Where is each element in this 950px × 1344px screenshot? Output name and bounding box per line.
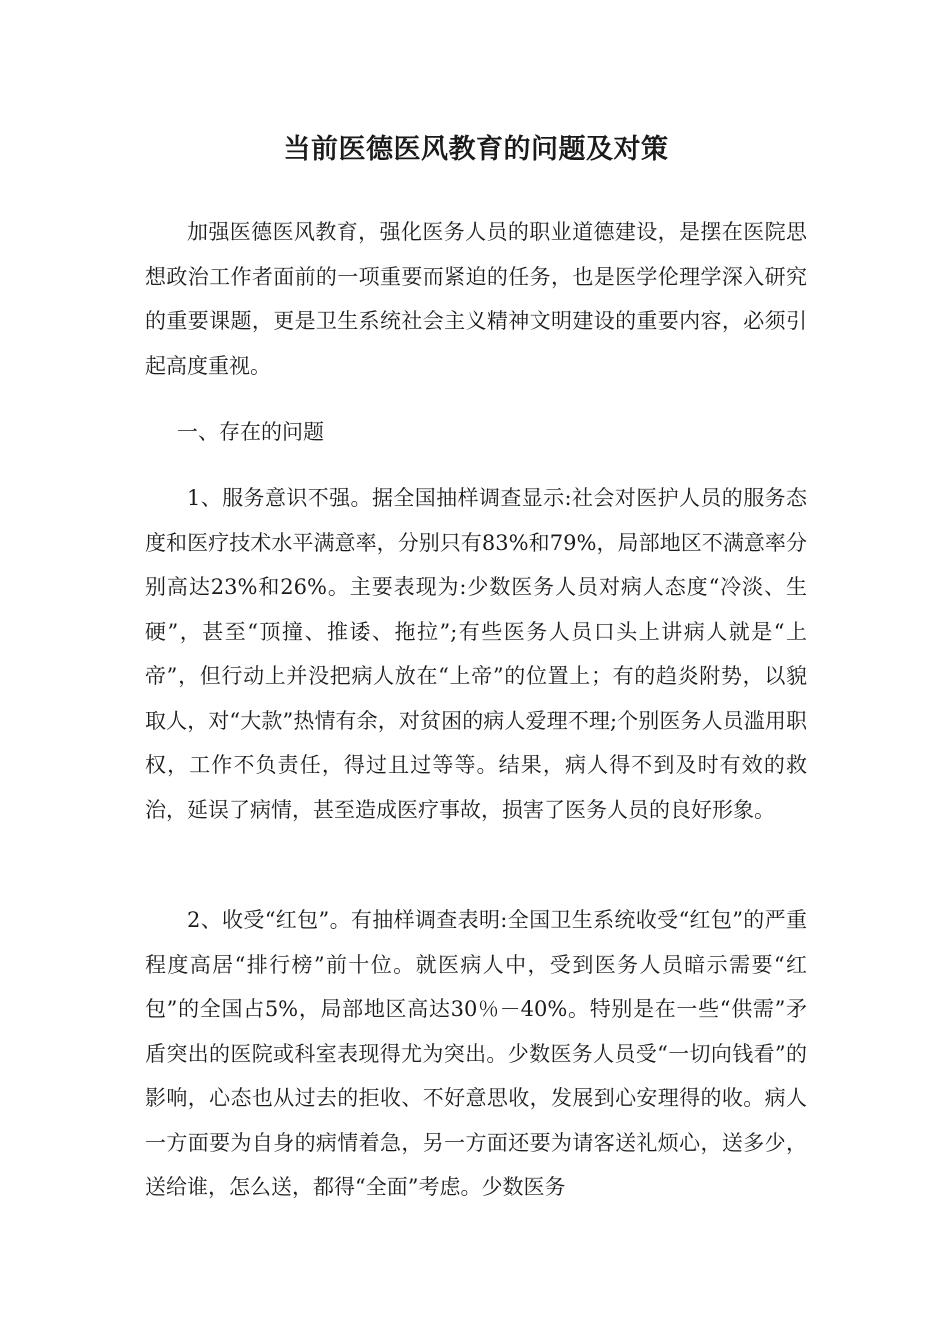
- section-heading-problems: 一、存在的问题: [177, 420, 324, 444]
- paragraph-red-envelopes: 2、收受“红包”。有抽样调查表明:全国卫生系统收受“红包”的严重程度高居“排行榜”前十位。就医病人中，受到医务人员暗示需要“红包”的全国占5%，局部地区高达30％－40%。特别是在一些“供需”矛盾突出的医院或科室表现得尤为突出。少数医务人员受“一切向钱看”的影响，心态也从过去的拒收、不好意思收，发展到心安理得的收。病人一方面要为自身的病情着急，另一方面还要为请客送礼烦心，送多少，送给谁，怎么送，都得“全面”考虑。少数医务: [145, 908, 807, 1199]
- paragraph-service-awareness: 1、服务意识不强。据全国抽样调查显示:社会对医护人员的服务态度和医疗技术水平满意率，分别只有83%和79%，局部地区不满意率分别高达23%和26%。主要表现为:少数医务人员对病人态度“冷淡、生硬”，甚至“顶撞、推诿、拖拉”;有些医务人员口头上讲病人就是“上帝”，但行动上并没把病人放在“上帝”的位置上；有的趋炎附势，以貌取人，对“大款”热情有余，对贫困的病人爱理不理;个别医务人员滥用职权，工作不负责任，得过且过等等。结果，病人得不到及时有效的救治，延误了病情，甚至造成医疗事故，损害了医务人员的良好形象。: [145, 486, 807, 822]
- document-title: 当前医德医风教育的问题及对策: [283, 134, 669, 165]
- intro-paragraph: 加强医德医风教育，强化医务人员的职业道德建设，是摆在医院思想政治工作者面前的一项重要而紧迫的任务，也是医学伦理学深入研究的重要课题，更是卫生系统社会主义精神文明建设的重要内容，必须引起高度重视。: [145, 220, 807, 378]
- document-page: [145, 0, 807, 1344]
